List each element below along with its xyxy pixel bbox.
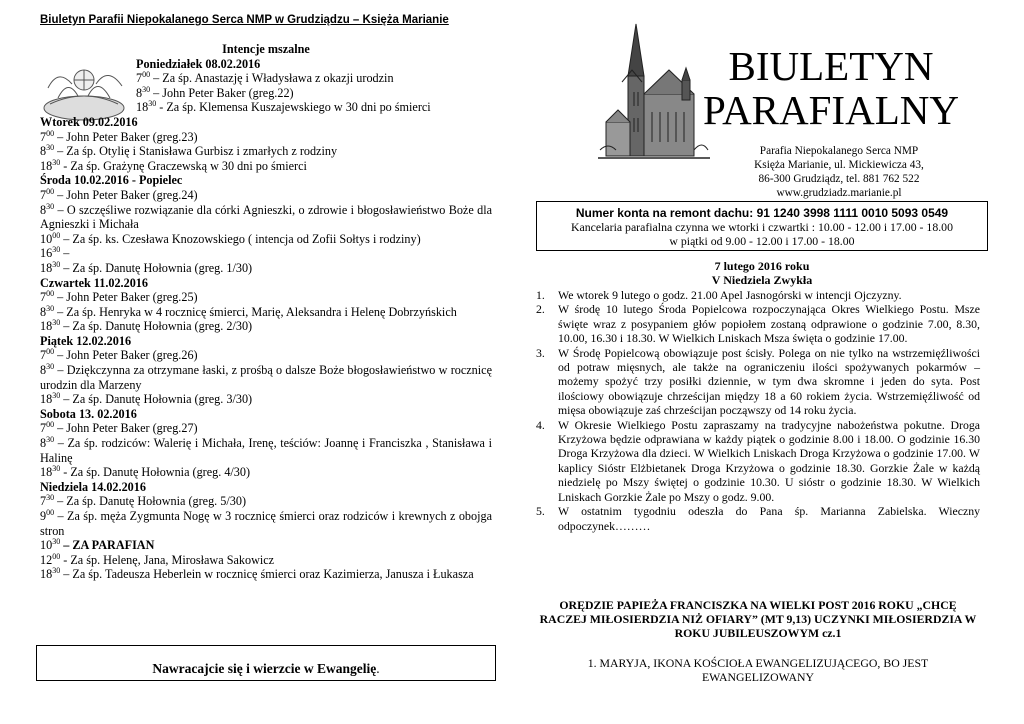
announcements-list [536, 288, 980, 533]
intention-text: – Za śp. Anastazję i Władysława z okazji urodzin [150, 71, 394, 86]
mass-time-minutes: 30 [52, 391, 61, 401]
intention-entry [40, 86, 492, 101]
intention-entry [40, 436, 492, 465]
maryja-heading: 1. MARYJA, IKONA KOŚCIOŁA EWANGELIZUJĄCEGO, BO JEST EWANGELIZOWANY [587, 656, 929, 684]
mass-time-minutes: 00 [52, 230, 61, 240]
mass-time: 18 [40, 260, 53, 275]
intention-entry [40, 348, 492, 363]
intentions-title: Intencje mszalne [222, 42, 310, 56]
intention-entry [40, 159, 492, 174]
mass-time-minutes: 30 [142, 84, 151, 94]
intention-day: Piątek 12.02.2016 [40, 333, 132, 348]
motto-box [36, 645, 496, 681]
intention-entry [40, 319, 492, 334]
title-line-1: BIULETYN [728, 43, 934, 89]
mass-time: 10 [40, 538, 53, 553]
intention-text: – John Peter Baker (greg.26) [54, 348, 198, 363]
intention-entry [40, 71, 492, 86]
mass-time-minutes: 30 [52, 318, 61, 328]
bulletin-date: 7 lutego 2016 roku [714, 259, 810, 273]
announcement-text: W ostatnim tygodniu odeszła do Pana śp. Marianna Zabielska. Wieczny odpoczynek……… [558, 504, 980, 533]
mass-time-minutes: 30 [52, 537, 61, 547]
intention-entry [40, 494, 492, 509]
intention-text: - Za śp. Helenę, Jana, Mirosława Sakowicz [60, 552, 275, 567]
mass-time: 7 [136, 71, 143, 86]
intention-text: – Za śp. ks. Czesława Knozowskiego ( intencja od Zofii Sołtys i rodziny) [60, 231, 421, 246]
mass-time-minutes: 00 [46, 420, 55, 430]
announcement-number: 3. [536, 345, 545, 360]
intention-entry [40, 188, 492, 203]
title-line-2: PARAFIALNY [703, 87, 959, 133]
announcement-item [536, 302, 980, 345]
mass-time-minutes: 30 [52, 259, 61, 269]
intention-day: Sobota 13. 02.2016 [40, 406, 137, 421]
office-hours: Kancelaria parafialna czynna we wtorki i czwartki : 10.00 - 12.00 i 17.00 - 18.00 [571, 220, 953, 234]
mass-time: 18 [136, 100, 149, 115]
mass-time: 7 [40, 187, 47, 202]
address-line: Księża Marianie, ul. Mickiewicza 43, [754, 159, 924, 171]
intention-entry [40, 203, 492, 232]
intention-entry [40, 305, 492, 320]
office-hours-friday: w piątki od 9.00 - 12.00 i 17.00 - 18.00 [669, 234, 855, 248]
intention-text: – [60, 246, 70, 261]
intention-day: Poniedziałek 08.02.2016 [136, 56, 261, 71]
intention-entry [40, 567, 492, 582]
mass-time: 18 [40, 567, 53, 582]
intentions-column [40, 42, 492, 582]
intention-text: – John Peter Baker (greg.22) [150, 85, 294, 100]
intention-day: Wtorek 09.02.2016 [40, 114, 138, 129]
bulletin-header: Biuletyn Parafii Niepokalanego Serca NMP w Grudziądzu – Księża Marianie [40, 14, 449, 26]
mass-time: 8 [40, 436, 47, 451]
mass-time: 7 [40, 129, 47, 144]
announcement-text: W Środę Popielcową obowiązuje post ścisły. Polega on nie tylko na wstrzemięźliwości od potraw mięsnych, ale także na ograniczeniu ilości spożywanych pokarmów – możemy spożyć trzy posiłki dziennie, w tym dwa skromne i jeden do syta. Post ilościowy obowiązuje chrześcijan między 18 a 60 rokiem życia. Wstrzemięźliwość od mięsa obowiązuje zaś chrześcijan począwszy od 14 roku życia. [558, 345, 980, 418]
intention-entry [40, 261, 492, 276]
mass-time-minutes: 30 [46, 362, 55, 371]
intention-entry [40, 100, 492, 115]
mass-time: 12 [40, 552, 53, 567]
motto-text: Nawracajcie się i wierzcie w Ewangelię [152, 661, 377, 676]
intention-day: Środa 10.02.2016 - Popielec [40, 173, 183, 188]
mass-time: 7 [40, 290, 47, 305]
intention-entry [40, 363, 492, 392]
mass-time-minutes: 00 [46, 289, 55, 299]
address-line: Parafia Niepokalanego Serca NMP [759, 145, 919, 157]
account-number: Numer konta na remont dachu: 91 1240 3998 1111 0010 5093 0549 [575, 206, 949, 220]
motto-period: . [376, 661, 380, 676]
intention-entry [40, 246, 492, 261]
intention-entry [40, 232, 492, 247]
mass-time-minutes: 30 [46, 303, 55, 313]
mass-time: 7 [40, 494, 47, 509]
intentions-days [40, 57, 492, 582]
intention-entry [40, 538, 492, 553]
mass-time: 8 [40, 144, 47, 159]
parish-address [720, 144, 958, 200]
announcement-text: W Okresie Wielkiego Postu zapraszamy na tradycyjne nabożeństwa pokutne. Droga Krzyżowa będzie odprawiana w każdy piątek o godzinie 8.00 i 18.00. O godzinie 16.30 Droga Krzyżowa dla dzieci. W Wielkich Lniskach Droga Krzyżowa o godzinie 17.00. W kaplicy Sióstr Elżbietanek Droga Krzyżowa o godzinie 18.30. Gorzkie Żale w każdą niedzielę po Mszy świętej o godzinie 10.30. U sióstr o godzinie 18.30. W Wielkich Lniskach Gorzkie Żale po Mszy o godz. 9.00. [558, 417, 980, 504]
mass-time-minutes: 30 [148, 99, 157, 109]
intention-text: – Za śp. Danutę Hołownia (greg. 1/30) [60, 260, 253, 275]
intention-entry [40, 130, 492, 145]
intention-text: – John Peter Baker (greg.27) [54, 421, 198, 436]
account-box [536, 201, 988, 251]
announcement-number: 1. [536, 288, 545, 302]
intention-text: – John Peter Baker (greg.23) [54, 129, 198, 144]
mass-time-minutes: 00 [46, 347, 55, 357]
mass-time: 7 [40, 421, 47, 436]
mass-time-minutes: 30 [46, 434, 55, 444]
intention-text: – Za śp. Danutę Hołownia (greg. 3/30) [60, 392, 253, 407]
mass-time: 10 [40, 231, 53, 246]
mass-time: 7 [40, 348, 47, 363]
intention-text: – Za śp. Henryka w 4 rocznicę śmierci, Marię, Aleksandra i Helenę Dobrzyńskich [54, 304, 457, 319]
mass-time-minutes: 30 [46, 201, 55, 211]
announcement-text: W środę 10 lutego Środa Popielcowa rozpoczynająca Okres Wielkiego Postu. Msze święte wraz z posypaniem głów popiołem zostaną odprawione o godzinie 7.00, 8.30, 10.00, 16.30 i 18.30. W Wielkich Lniskach Msza święta o godzinie 17.00. [558, 302, 980, 346]
intention-entry [40, 392, 492, 407]
mass-time: 18 [40, 158, 53, 173]
intention-text: – Za śp. Danutę Hołownia (greg. 2/30) [60, 319, 253, 334]
mass-time: 8 [40, 202, 47, 217]
intention-entry [40, 144, 492, 159]
address-line: 86-300 Grudziądz, tel. 881 762 522 [758, 173, 920, 185]
intention-entry [40, 465, 492, 480]
intention-day: Niedziela 14.02.2016 [40, 479, 146, 494]
intention-text: – Za śp. rodziców: Walerię i Michała, Irenę, teściów: Joannę i Franciszka , Stanisława i Halinę [40, 436, 492, 465]
mass-time-minutes: 00 [142, 70, 151, 80]
announcement-text: We wtorek 9 lutego o godz. 21.00 Apel Jasnogórski w intencji Ojczyzny. [558, 288, 902, 302]
intention-text: – Za śp. Otylię i Stanisława Gurbisz i zmarłych z rodziny [54, 144, 338, 159]
intention-text: – John Peter Baker (greg.24) [54, 187, 198, 202]
mass-time-minutes: 00 [46, 507, 55, 517]
mass-time-minutes: 30 [52, 464, 61, 474]
website-link[interactable]: www.grudziadz.marianie.pl [776, 187, 902, 199]
intention-text: – ZA PARAFIAN [60, 538, 155, 553]
announcement-number: 5. [536, 504, 545, 519]
mass-time-minutes: 30 [46, 493, 55, 503]
intention-text: – John Peter Baker (greg.25) [54, 290, 198, 305]
mass-time-minutes: 30 [52, 157, 61, 167]
intention-text: – Dziękczynna za otrzymane łaski, z prośbą o dalsze Boże błogosławieństwo w rocznicę urodzin dla Marzeny [40, 363, 492, 392]
mass-time: 8 [40, 304, 47, 319]
mass-time: 9 [40, 509, 47, 523]
intention-entry [40, 290, 492, 305]
intention-text: - Za śp. Klemensa Kuszajewskiego w 30 dni po śmierci [156, 100, 431, 115]
bulletin-title [690, 44, 972, 132]
mass-time: 18 [40, 319, 53, 334]
announcement-number: 2. [536, 302, 545, 317]
intention-text: – Za śp. Danutę Hołownia (greg. 5/30) [54, 494, 246, 509]
mass-time: 16 [40, 246, 53, 261]
date-block [536, 259, 988, 287]
sunday-name: V Niedziela Zwykła [711, 273, 813, 287]
mass-time-minutes: 00 [46, 128, 55, 138]
mass-time: 8 [136, 85, 143, 100]
mass-time-minutes: 30 [46, 143, 55, 153]
intention-text: – O szczęśliwe rozwiązanie dla córki Agnieszki, o zdrowie i błogosławieństwo Boże dla Agnieszki i Michała [40, 202, 492, 232]
mass-time: 18 [40, 392, 53, 407]
intention-text: – Za śp. Tadeusza Heberlein w rocznicę śmierci oraz Kazimierza, Janusza i Łukasza [60, 567, 474, 582]
intention-text: - Za śp. Grażynę Graczewską w 30 dni po śmierci [60, 158, 307, 173]
announcement-item [536, 418, 980, 504]
announcement-item [536, 346, 980, 418]
intention-text: – Za śp. męża Zygmunta Nogę w 3 rocznicę śmierci oraz rodziców i krewnych z obojga stron [40, 509, 492, 538]
mass-time-minutes: 30 [52, 245, 61, 255]
intention-entry [40, 553, 492, 568]
mass-time-minutes: 00 [46, 186, 55, 196]
mass-time-minutes: 00 [52, 551, 61, 561]
intention-entry [40, 509, 492, 538]
announcement-number: 4. [536, 417, 545, 432]
mass-time: 8 [40, 363, 47, 378]
oredzie-heading: ORĘDZIE PAPIEŻA FRANCISZKA NA WIELKI POST 2016 ROKU „CHCĘ RACZEJ MIŁOSIERDZIA NIŻ OFIARY” (MT 9,13) UCZYNKI MIŁOSIERDZIA W ROKU JUBILEUSZOWYM cz.1 [539, 598, 977, 640]
announcement-item [536, 504, 980, 533]
intention-entry [40, 421, 492, 436]
mass-time: 18 [40, 465, 53, 480]
mass-time-minutes: 30 [52, 566, 61, 576]
intention-day: Czwartek 11.02.2016 [40, 275, 148, 290]
intention-text: - Za śp. Danutę Hołownia (greg. 4/30) [60, 465, 251, 480]
announcement-item [536, 288, 980, 302]
